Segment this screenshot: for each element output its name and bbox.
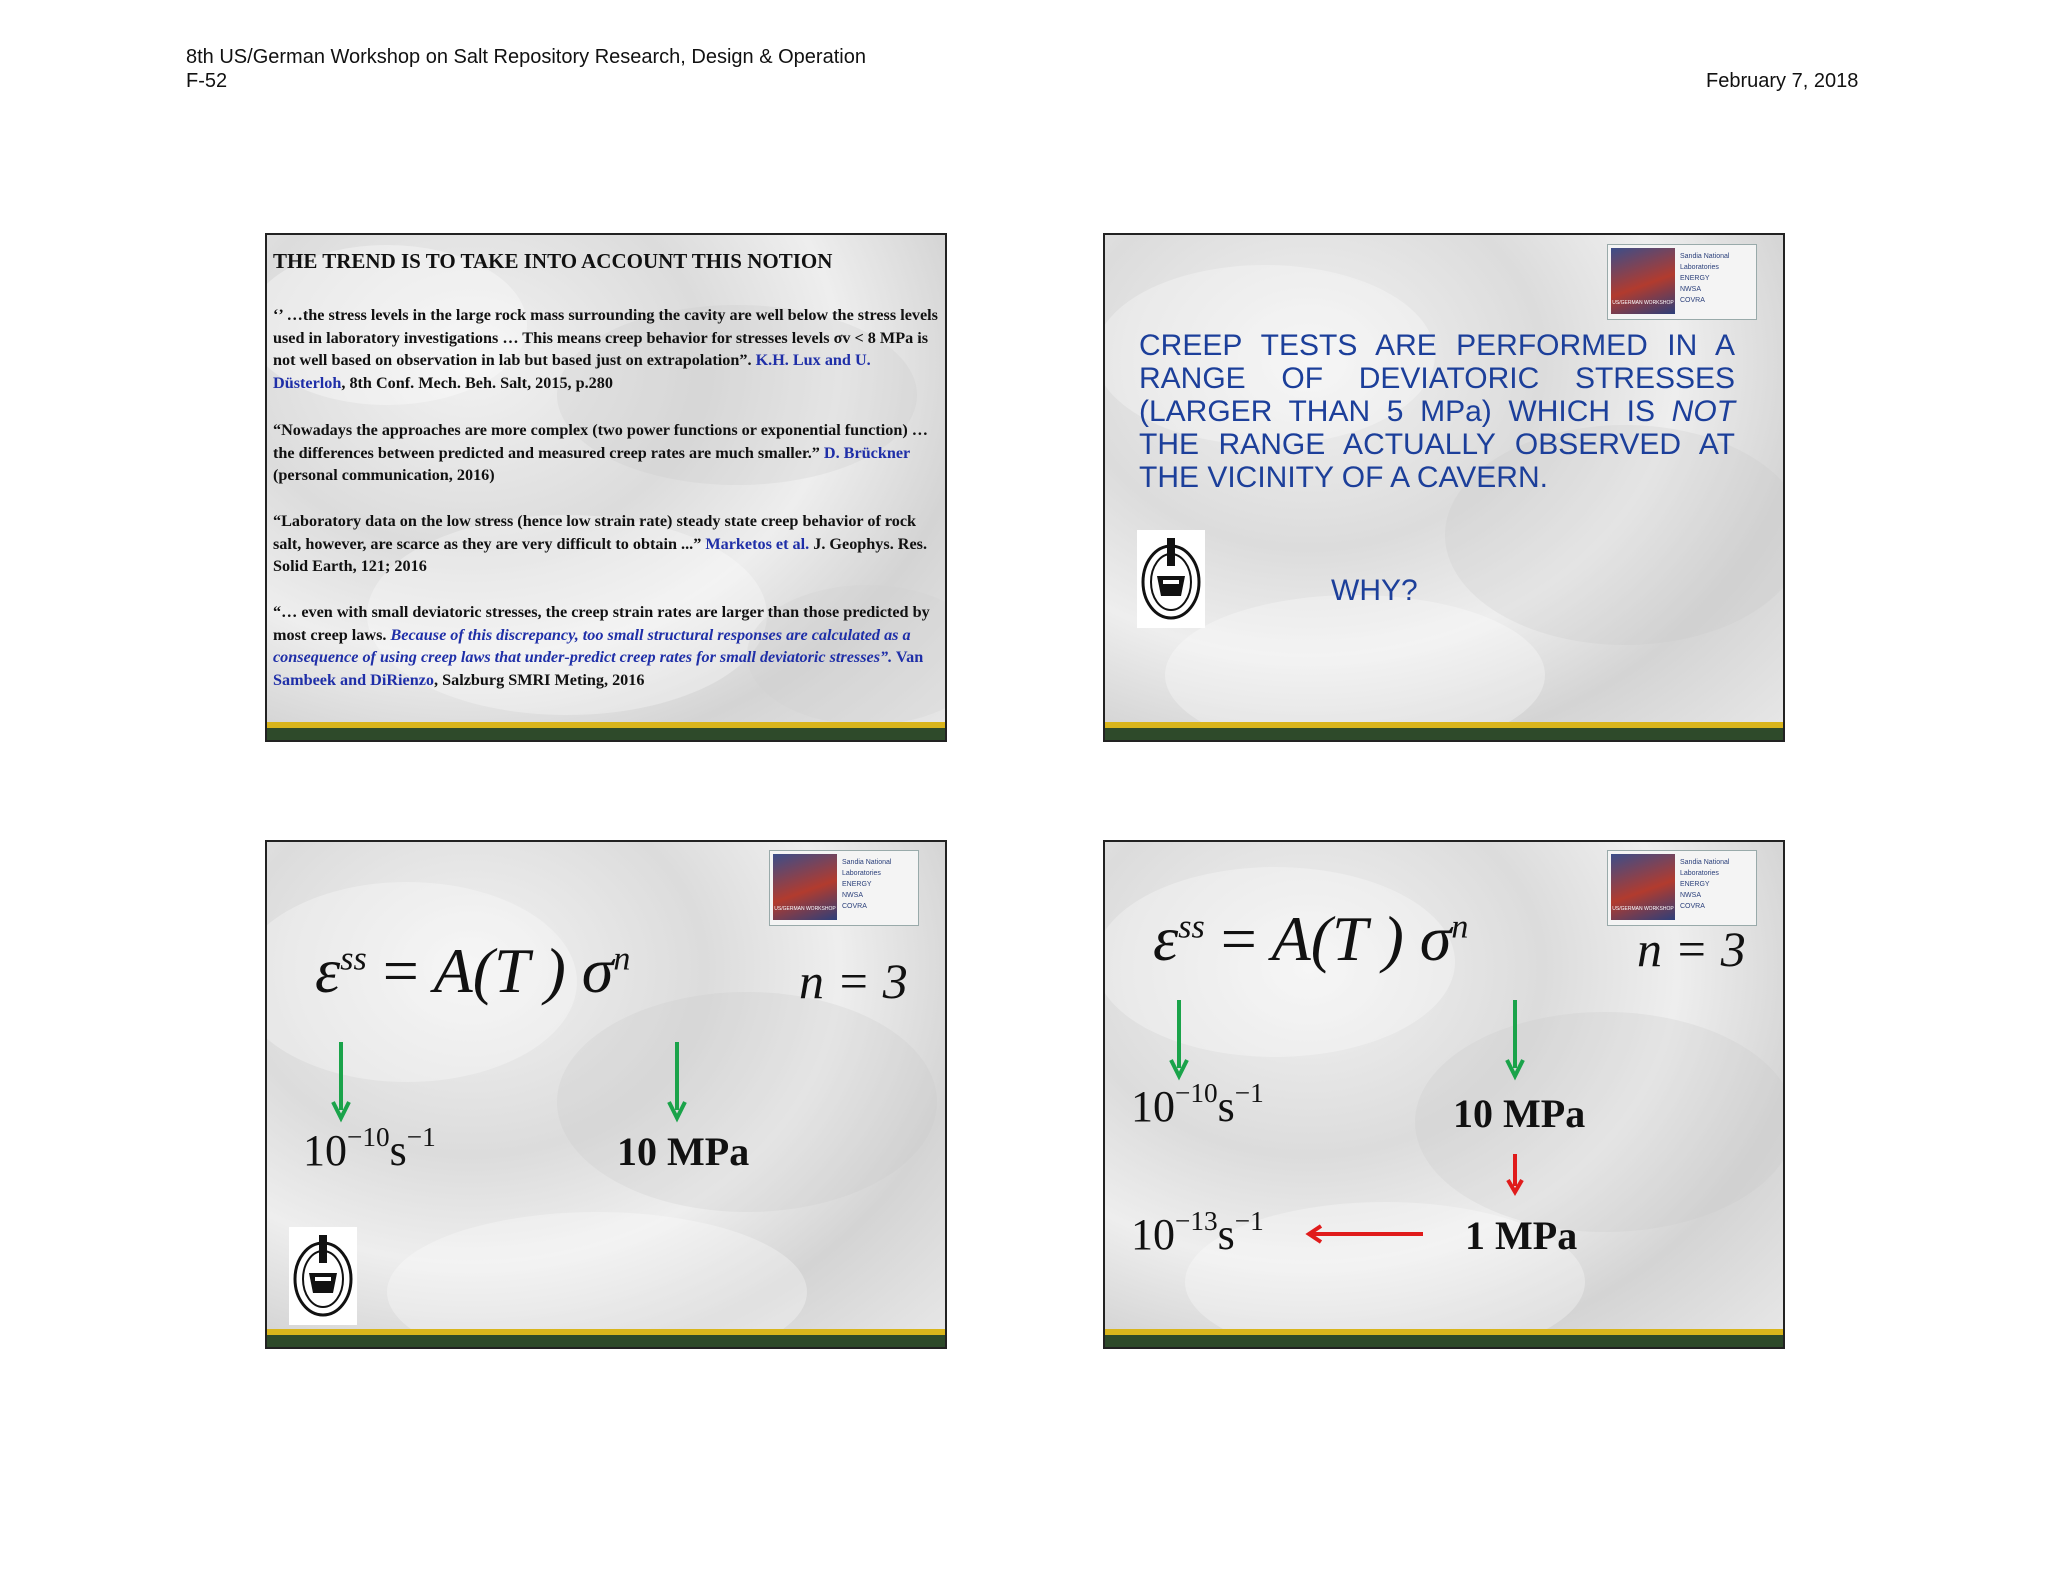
quote-vansambeek-ref: , Salzburg SMRI Meting, 2016: [434, 671, 645, 690]
partner-energy: ENERGY: [842, 881, 872, 888]
quote-marketos-text: “Laboratory data on the low stress (hence low strain rate) steady state creep behavior of rock salt, however, are scarce as they are very difficult to obtain ...”: [273, 512, 917, 553]
down-arrow-green: [1169, 1000, 1189, 1080]
strain-rate-symbol: ε: [315, 935, 341, 1006]
strain-rate-value: [303, 1122, 436, 1176]
slide-green-bar: [1105, 1335, 1783, 1347]
rate-unit-exponent: −1: [1234, 1206, 1264, 1236]
left-arrow-red: [1305, 1224, 1425, 1244]
workshop-logo: [769, 850, 919, 926]
workshop-title: 8th US/German Workshop on Salt Repository Research, Design & Operation: [186, 46, 866, 68]
workshop-logo-image: [1611, 248, 1675, 314]
strain-rate-value-1: [1131, 1078, 1264, 1132]
creep-test-statement: [1139, 329, 1735, 494]
slide-4: [1103, 840, 1785, 1349]
stress-exponent: n: [1451, 908, 1469, 946]
down-arrow-green: [667, 1042, 687, 1122]
logo-caption: US/GERMAN WORKSHOP: [774, 906, 836, 912]
creep-equation: [315, 934, 630, 1008]
partner-sandia: Sandia National Laboratories: [842, 859, 892, 877]
n-value: n = 3: [1637, 921, 1746, 977]
slide-2: [1103, 233, 1785, 742]
strain-rate-sup: ss: [1178, 908, 1205, 946]
partner-nwsa: NWSA: [1680, 892, 1701, 899]
workshop-logo: [1607, 244, 1757, 320]
quote-bruckner: [273, 419, 939, 487]
slide-1-title: THE TREND IS TO TAKE INTO ACCOUNT THIS NOTION: [273, 249, 833, 273]
strain-rate-value-2: [1131, 1206, 1264, 1260]
rate-unit-exponent: −1: [406, 1122, 436, 1152]
quote-vansambeek-authors: Van Sambeek and DiRienzo: [273, 648, 924, 690]
workshop-logo-image: [1611, 854, 1675, 920]
partner-energy: ENERGY: [1680, 881, 1710, 888]
statement-not: NOT: [1671, 395, 1735, 428]
header-date: February 7, 2018: [1706, 70, 1859, 92]
quote-vansambeek: [273, 601, 939, 692]
partner-logos: [1680, 251, 1756, 306]
down-arrow-green: [1505, 1000, 1525, 1080]
slide-green-bar: [1105, 728, 1783, 740]
stress-value-2: 1 MPa: [1465, 1213, 1578, 1258]
creep-equation: [1153, 902, 1468, 976]
strain-rate-sup: ss: [340, 940, 367, 978]
partner-covra: COVRA: [842, 903, 867, 910]
slide-green-bar: [267, 1335, 945, 1347]
partner-sandia: Sandia National Laboratories: [1680, 859, 1730, 877]
quote-vansambeek-text: “… even with small deviatoric stresses, the creep strain rates are larger than those predicted by most creep laws.: [273, 603, 930, 644]
statement-post: THE RANGE ACTUALLY OBSERVED AT THE VICINITY OF A CAVERN.: [1139, 428, 1735, 494]
quote-lux-authors: K.H. Lux and U. Düsterloh: [273, 351, 871, 393]
workshop-logo: [1607, 850, 1757, 926]
equals-sign: =: [382, 935, 419, 1006]
down-arrow-green: [331, 1042, 351, 1122]
rate-exponent: −10: [1175, 1078, 1218, 1108]
partner-nwsa: NWSA: [1680, 286, 1701, 293]
rate-base: 10: [1131, 1082, 1175, 1132]
slide-green-bar: [267, 728, 945, 740]
slide-3: [265, 840, 947, 1349]
partner-energy: ENERGY: [1680, 275, 1710, 282]
statement-pre: CREEP TESTS ARE PERFORMED IN A RANGE OF DEVIATORIC STRESSES (LARGER THAN 5 MPa) WHICH IS: [1139, 329, 1735, 428]
quote-marketos-authors: Marketos et al.: [705, 534, 810, 553]
quote-bruckner-authors: D. Brückner: [823, 443, 910, 462]
down-arrow-red: [1507, 1154, 1523, 1196]
equals-sign: =: [1220, 903, 1257, 974]
quote-marketos-ref: J. Geophys. Res. Solid Earth, 121; 2016: [273, 534, 928, 576]
n-value: n = 3: [799, 953, 908, 1009]
logo-caption: US/GERMAN WORKSHOP: [1612, 300, 1674, 306]
quote-lux: [273, 304, 939, 395]
rate-unit: s: [1217, 1210, 1235, 1260]
rate-base: 10: [303, 1126, 347, 1176]
rate-unit-exponent: −1: [1234, 1078, 1264, 1108]
rate-unit: s: [1217, 1082, 1235, 1132]
partner-covra: COVRA: [1680, 297, 1705, 304]
quote-bruckner-ref: (personal communication, 2016): [273, 466, 495, 485]
quote-vansambeek-emphasis: Because of this discrepancy, too small structural responses are calculated as a consequence of using creep laws that under-predict creep rates for small deviatoric stresses”.: [273, 625, 911, 667]
rate-unit: s: [389, 1126, 407, 1176]
university-seal-icon: [289, 1227, 357, 1325]
logo-caption: US/GERMAN WORKSHOP: [1612, 906, 1674, 912]
quote-marketos: [273, 510, 939, 578]
equation-rhs: A(T ) σ: [433, 935, 614, 1006]
quote-lux-text: ‘’ …the stress levels in the large rock mass surrounding the cavity are well below the stress levels used in laboratory investigations … This means creep behavior for stresses levels σv < 8 MPa is not well based on observation in lab but based just on extrapolation”.: [273, 306, 938, 370]
university-seal-icon: [1137, 530, 1205, 628]
why-question: WHY?: [1331, 574, 1418, 607]
partner-nwsa: NWSA: [842, 892, 863, 899]
quote-bruckner-text: “Nowadays the approaches are more complex (two power functions or exponential function) … the differences between predicted and measured creep rates are much smaller.”: [273, 421, 928, 462]
stress-value: 10 MPa: [617, 1129, 750, 1174]
strain-rate-symbol: ε: [1153, 903, 1179, 974]
rate-exponent: −13: [1175, 1206, 1218, 1236]
slide-1: [265, 233, 947, 742]
page-id: F-52: [186, 70, 228, 92]
stress-exponent: n: [613, 940, 631, 978]
partner-logos: [1680, 857, 1756, 912]
stress-value-1: 10 MPa: [1453, 1091, 1586, 1136]
quote-lux-ref: , 8th Conf. Mech. Beh. Salt, 2015, p.280: [341, 374, 613, 393]
partner-covra: COVRA: [1680, 903, 1705, 910]
rate-base: 10: [1131, 1210, 1175, 1260]
workshop-logo-image: [773, 854, 837, 920]
partner-logos: [842, 857, 918, 912]
rate-exponent: −10: [347, 1122, 390, 1152]
equation-rhs: A(T ) σ: [1271, 903, 1452, 974]
partner-sandia: Sandia National Laboratories: [1680, 253, 1730, 271]
